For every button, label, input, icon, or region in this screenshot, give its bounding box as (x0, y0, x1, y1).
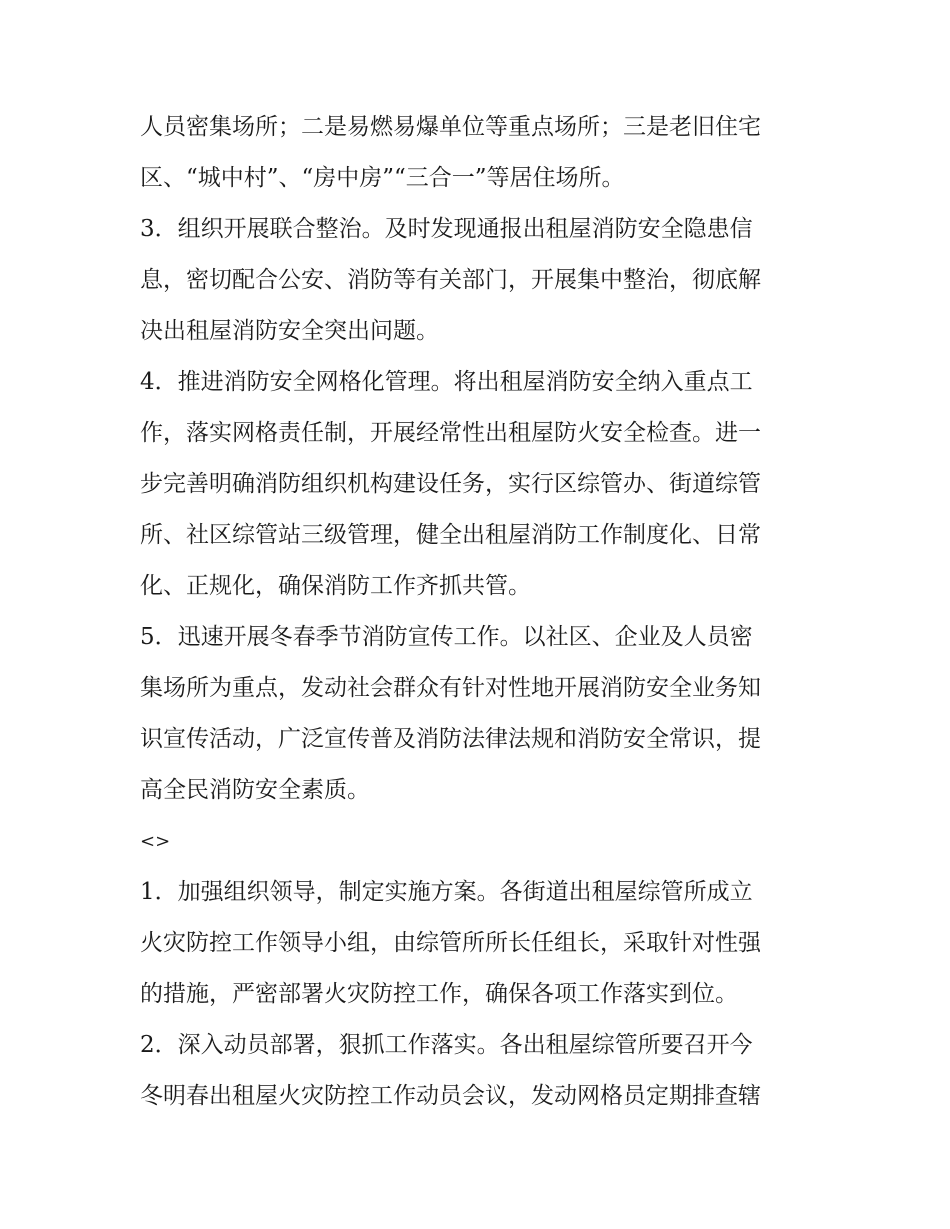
text-line: 化、正规化，确保消防工作齐抓共管。 (140, 573, 531, 599)
text-line: 2．深入动员部署，狠抓工作落实。各出租屋综管所要召开今 (140, 1032, 753, 1058)
text-line: 3．组织开展联合整治。及时发现通报出租屋消防安全隐患信 (140, 216, 753, 242)
text-line: 5．迅速开展冬春季节消防宣传工作。以社区、企业及人员密 (140, 624, 753, 650)
text-line: 集场所为重点，发动社会群众有针对性地开展消防安全业务知 (140, 675, 761, 701)
text-line: 所、社区综管站三级管理，健全出租屋消防工作制度化、日常 (140, 522, 761, 548)
text-line: 息，密切配合公安、消防等有关部门，开展集中整治，彻底解 (140, 267, 761, 293)
text-line-marker: <> (140, 831, 171, 852)
text-line: 4．推进消防安全网格化管理。将出租屋消防安全纳入重点工 (140, 369, 753, 395)
text-line: 识宣传活动，广泛宣传普及消防法律法规和消防安全常识，提 (140, 726, 761, 752)
text-line: 作，落实网格责任制，开展经常性出租屋防火安全检查。进一 (140, 420, 761, 446)
text-line: 步完善明确消防组织机构建设任务，实行区综管办、街道综管 (140, 471, 761, 497)
text-line: 火灾防控工作领导小组，由综管所所长任组长，采取针对性强 (140, 930, 761, 956)
text-line: 高全民消防安全素质。 (140, 777, 370, 803)
text-line: 区、“城中村”、“房中房”“三合一”等居住场所。 (140, 165, 625, 191)
document-page (140, 102, 820, 1122)
text-line: 的措施，严密部署火灾防控工作，确保各项工作落实到位。 (140, 981, 738, 1007)
text-line: 1．加强组织领导，制定实施方案。各街道出租屋综管所成立 (140, 879, 753, 905)
text-line: 冬明春出租屋火灾防控工作动员会议，发动网格员定期排查辖 (140, 1083, 761, 1109)
text-line: 人员密集场所；二是易燃易爆单位等重点场所；三是老旧住宅 (140, 114, 761, 140)
text-line: 决出租屋消防安全突出问题。 (140, 318, 439, 344)
